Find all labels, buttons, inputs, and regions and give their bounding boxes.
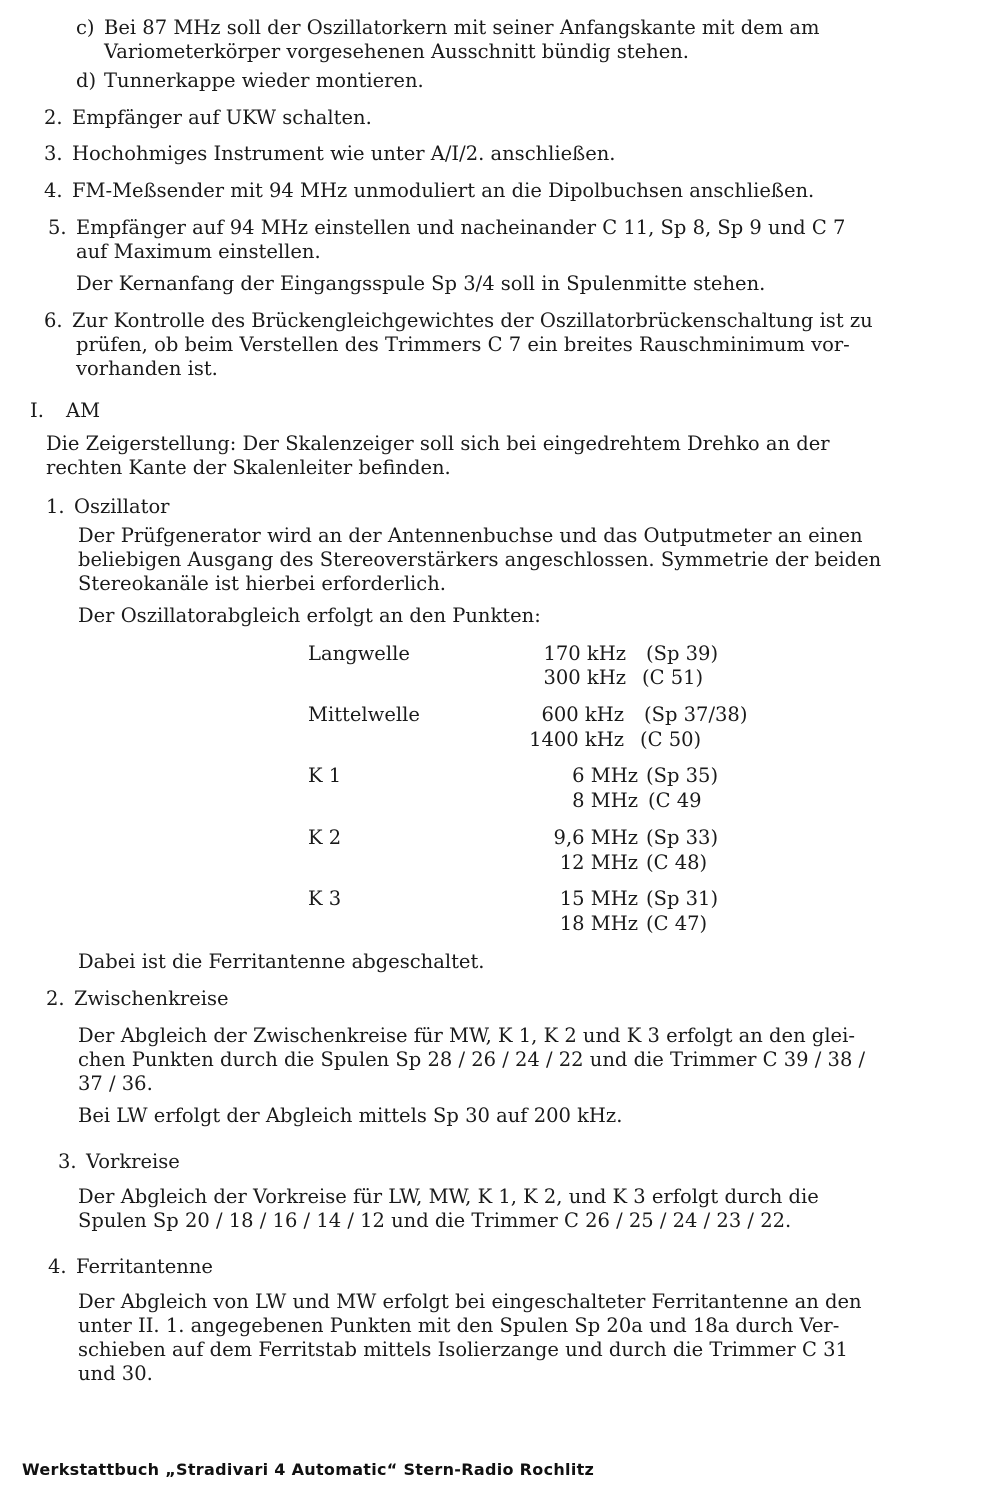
component-ref: (Sp 31) <box>646 887 719 910</box>
ferritantenne-para-line-2: unter II. 1. angegebenen Punkten mit den Spulen Sp 20a und 18a durch Ver- <box>78 1314 840 1337</box>
am-intro-line-1: Die Zeigerstellung: Der Skalenzeiger soll sich bei eingedrehtem Drehko an der <box>46 432 830 455</box>
vorkreise-para-line-2: Spulen Sp 20 / 18 / 16 / 14 / 12 und die Trimmer C 26 / 25 / 24 / 23 / 22. <box>78 1209 792 1232</box>
step-5-extra: Der Kernanfang der Eingangsspule Sp 3/4 soll in Spulenmitte stehen. <box>76 272 766 295</box>
zwischenkreise-number: 2. <box>46 987 65 1010</box>
component-ref: (C 47) <box>646 912 708 935</box>
step-2-text: Empfänger auf UKW schalten. <box>72 106 372 129</box>
band-label: K 2 <box>308 826 342 849</box>
component-ref: (Sp 39) <box>646 642 719 665</box>
zwischenkreise-para-line-1: Der Abgleich der Zwischenkreise für MW, K 1, K 2 und K 3 erfolgt an den glei- <box>78 1024 855 1047</box>
step-2-number: 2. <box>44 106 63 129</box>
component-ref: (Sp 35) <box>646 764 719 787</box>
step-6-line-3: vorhanden ist. <box>76 357 218 380</box>
am-intro-line-2: rechten Kante der Skalenleiter befinden. <box>46 456 451 479</box>
component-ref: (C 48) <box>646 851 708 874</box>
component-ref: (C 50) <box>640 728 702 751</box>
ferritantenne-title: Ferritantenne <box>76 1255 213 1278</box>
step-3-text: Hochohmiges Instrument wie unter A/I/2. anschließen. <box>72 142 616 165</box>
step-5-line-1: Empfänger auf 94 MHz einstellen und nacheinander C 11, Sp 8, Sp 9 und C 7 <box>76 216 846 239</box>
step-6-line-1: Zur Kontrolle des Brückengleichgewichtes der Oszillatorbrückenschaltung ist zu <box>72 309 873 332</box>
step-4-number: 4. <box>44 179 63 202</box>
freq-value: 600 kHz <box>541 703 624 726</box>
band-label: K 1 <box>308 764 342 787</box>
step-5-line-2: auf Maximum einstellen. <box>76 240 321 263</box>
ferritantenne-para-line-1: Der Abgleich von LW und MW erfolgt bei eingeschalteter Ferritantenne an den <box>78 1290 862 1313</box>
oszillator-para-line-2: beliebigen Ausgang des Stereoverstärkers angeschlossen. Symmetrie der beiden <box>78 548 882 571</box>
oszillator-title: Oszillator <box>74 495 170 518</box>
ferritantenne-number: 4. <box>48 1255 67 1278</box>
ferritantenne-para-line-3: schieben auf dem Ferritstab mittels Isolierzange und durch die Trimmer C 31 <box>78 1338 848 1361</box>
freq-value: 6 MHz <box>572 764 638 787</box>
item-d-text: Tunnerkappe wieder montieren. <box>104 69 424 92</box>
freq-value: 15 MHz <box>559 887 638 910</box>
freq-value: 300 kHz <box>543 666 626 689</box>
oszillator-para-line-1: Der Prüfgenerator wird an der Antennenbuchse und das Outputmeter an einen <box>78 524 863 547</box>
freq-value: 1400 kHz <box>529 728 624 751</box>
component-ref: (C 49 <box>648 789 702 812</box>
freq-value: 9,6 MHz <box>553 826 638 849</box>
item-c-line-2: Variometerkörper vorgesehenen Ausschnitt bündig stehen. <box>104 40 690 63</box>
component-ref: (Sp 37/38) <box>644 703 748 726</box>
vorkreise-title: Vorkreise <box>86 1150 180 1173</box>
band-label: Mittelwelle <box>308 703 420 726</box>
list-marker-c: c) <box>76 16 95 39</box>
zwischenkreise-para-line-3: 37 / 36. <box>78 1072 153 1095</box>
step-5-number: 5. <box>48 216 67 239</box>
oszillator-para-line-3: Stereokanäle ist hierbei erforderlich. <box>78 572 446 595</box>
oszillator-note: Dabei ist die Ferritantenne abgeschaltet. <box>78 950 485 973</box>
step-3-number: 3. <box>44 142 63 165</box>
section-heading: AM <box>66 399 101 422</box>
section-number: I. <box>30 399 44 422</box>
zwischenkreise-para-line-2: chen Punkten durch die Spulen Sp 28 / 26 / 24 / 22 und die Trimmer C 39 / 38 / <box>78 1048 866 1071</box>
ferritantenne-para-line-4: und 30. <box>78 1362 153 1385</box>
freq-value: 12 MHz <box>559 851 638 874</box>
zwischenkreise-note: Bei LW erfolgt der Abgleich mittels Sp 30 auf 200 kHz. <box>78 1104 623 1127</box>
oszillator-number: 1. <box>46 495 65 518</box>
zwischenkreise-title: Zwischenkreise <box>74 987 229 1010</box>
component-ref: (C 51) <box>642 666 704 689</box>
freq-value: 18 MHz <box>559 912 638 935</box>
points-intro: Der Oszillatorabgleich erfolgt an den Punkten: <box>78 604 541 627</box>
step-6-number: 6. <box>44 309 63 332</box>
page-footer: Werkstattbuch „Stradivari 4 Automatic“ Stern-Radio Rochlitz <box>22 1460 595 1479</box>
list-marker-d: d) <box>76 69 97 92</box>
vorkreise-para-line-1: Der Abgleich der Vorkreise für LW, MW, K 1, K 2, und K 3 erfolgt durch die <box>78 1185 819 1208</box>
step-4-text: FM-Meßsender mit 94 MHz unmoduliert an die Dipolbuchsen anschließen. <box>72 179 815 202</box>
item-c-line-1: Bei 87 MHz soll der Oszillatorkern mit seiner Anfangskante mit dem am <box>104 16 820 39</box>
band-label: Langwelle <box>308 642 410 665</box>
component-ref: (Sp 33) <box>646 826 719 849</box>
band-label: K 3 <box>308 887 342 910</box>
vorkreise-number: 3. <box>58 1150 77 1173</box>
freq-value: 8 MHz <box>572 789 638 812</box>
step-6-line-2: prüfen, ob beim Verstellen des Trimmers C 7 ein breites Rauschminimum vor- <box>76 333 850 356</box>
freq-value: 170 kHz <box>543 642 626 665</box>
